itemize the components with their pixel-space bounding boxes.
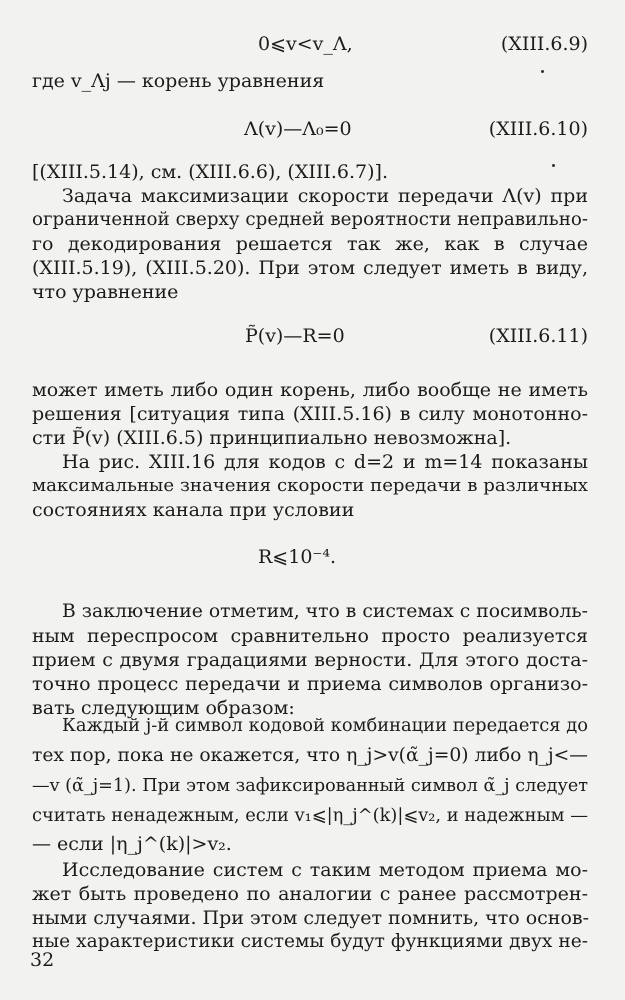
equation-number: (XIII.6.11) — [488, 325, 588, 347]
equation-number: (XIII.6.9) — [500, 33, 588, 55]
text-line: прием с двумя градациями верности. Для этого доста- — [32, 649, 588, 671]
text-line: (XIII.5.19), (XIII.5.20). При этом следует иметь в виду, — [32, 257, 588, 279]
equation-xiii-6-11 — [245, 324, 345, 348]
text-line: Задача максимизации скорости передачи Λ(v) при — [62, 185, 588, 207]
text-line: ограниченной сверху средней вероятности неправильно- — [32, 209, 588, 230]
text-line: состояниях канала при условии — [32, 499, 355, 521]
print-speck — [541, 70, 544, 73]
text-line: На рис. XIII.16 для кодов с d=2 и m=14 показаны — [62, 451, 588, 473]
page-number: 32 — [30, 949, 55, 971]
text-line: может иметь либо один корень, либо вообще не иметь — [32, 379, 588, 401]
text-line: — если |η_j^(k)|>v₂. — [32, 833, 232, 855]
equation-formula: P̃(v)—R=0 — [245, 325, 345, 347]
text-line: го декодирования решается так же, как в случае — [32, 233, 588, 255]
text-line: вать следующим образом: — [32, 697, 295, 719]
text-line: ные характеристики системы будут функциями двух не- — [32, 931, 588, 952]
equation-formula: Λ(v)—Λ₀=0 — [244, 118, 352, 140]
text-line: —v (α̃_j=1). При этом зафиксированный символ α̃_j следует — [32, 776, 588, 796]
text-line: Каждый j-й символ кодовой комбинации передается до — [62, 715, 588, 736]
text-line: где v_Λj — корень уравнения — [32, 70, 325, 92]
equation-xiii-6-9 — [258, 32, 353, 56]
text-line: [(XIII.5.14), см. (XIII.6.6), (XIII.6.7)]. — [32, 161, 388, 183]
text-line: жет быть проведено по аналогии с ранее рассмотрен- — [32, 883, 588, 905]
text-line: В заключение отметим, что в системах с посимволь- — [62, 601, 588, 622]
equation-r-limit — [258, 545, 336, 569]
equation-formula: 0⩽v<v_Λ, — [258, 33, 353, 55]
text-line: Исследование систем с таким методом приема мо- — [62, 859, 588, 881]
text-line: считать ненадежным, если v₁⩽|η_j^(k)|⩽v₂, и надежным — — [32, 805, 588, 826]
text-line: ными случаями. При этом следует помнить, что основ- — [32, 907, 590, 929]
print-speck — [552, 164, 555, 167]
equation-xiii-6-10 — [244, 117, 352, 141]
text-line: тех пор, пока не окажется, что η_j>v(α̃_j=0) либо η_j<— — [32, 745, 588, 766]
text-line: решения [ситуация типа (XIII.5.16) в силу монотонно- — [32, 403, 588, 425]
text-line: сти P̃(v) (XIII.6.5) принципиально невозможна]. — [32, 427, 512, 449]
equation-formula: R⩽10⁻⁴. — [258, 546, 337, 568]
text-line: точно процесс передачи и приема символов организо- — [32, 673, 588, 695]
text-line: ным переспросом сравнительно просто реализуется — [32, 625, 588, 647]
text-line: максимальные значения скорости передачи в различных — [32, 475, 588, 496]
equation-number: (XIII.6.10) — [488, 118, 588, 140]
text-line: что уравнение — [32, 281, 179, 303]
